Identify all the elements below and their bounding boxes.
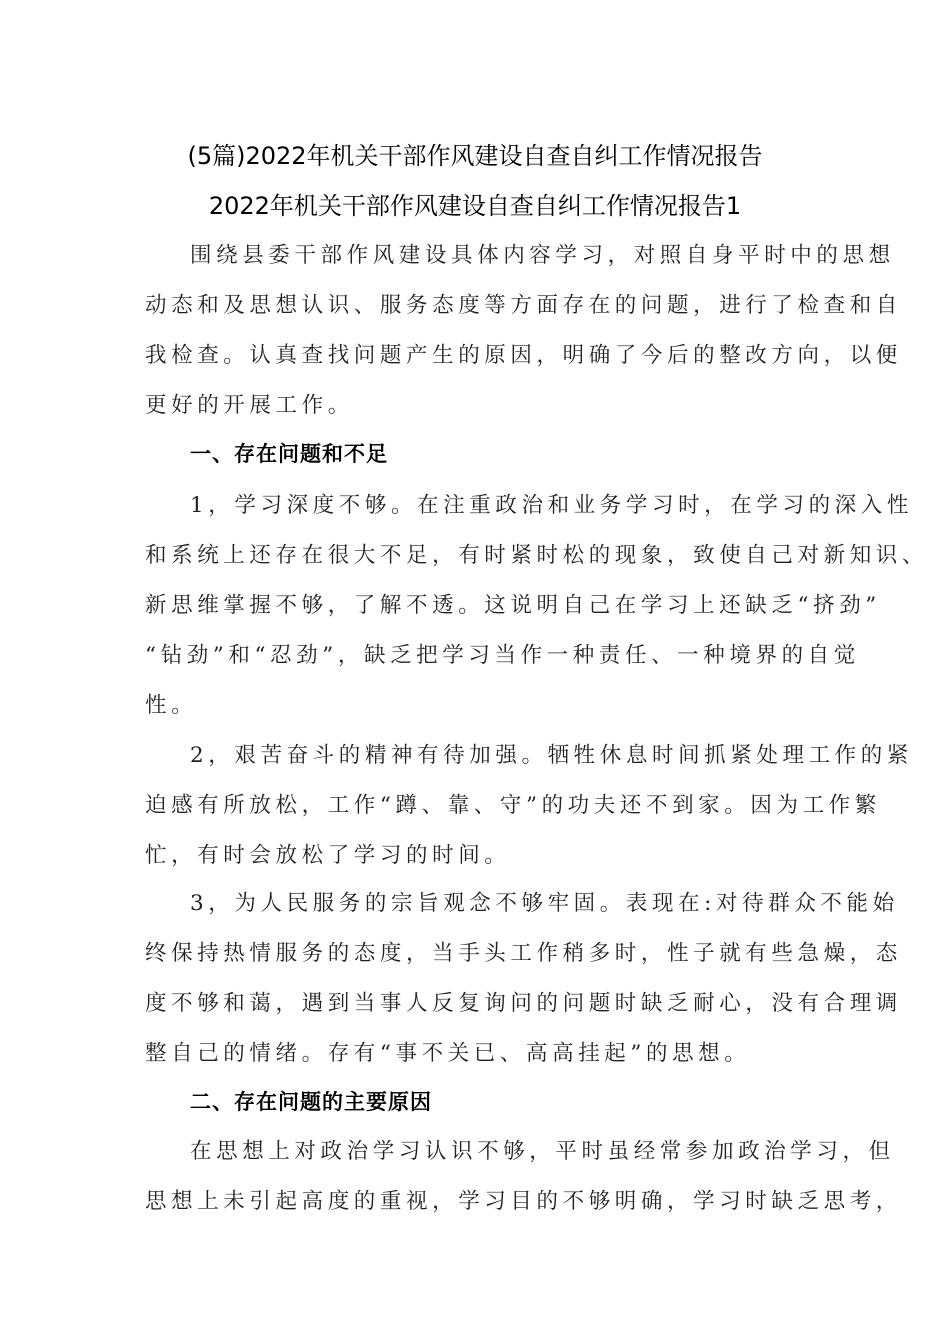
intro-line: 围绕县委干部作风建设具体内容学习，对照自身平时中的思想 — [190, 243, 895, 268]
item3-line: 度不够和蔼，遇到当事人反复询问的问题时缺乏耐心，没有合理调 — [145, 991, 902, 1016]
item2-line: 迫感有所放松，工作“蹲、靠、守”的功夫还不到家。因为工作繁 — [145, 793, 881, 818]
section2-line: 在思想上对政治学习认识不够，平时虽经常参加政治学习，但 — [190, 1139, 895, 1164]
item1-line: 和系统上还存在很大不足，有时紧时松的现象，致使自己对新知识、 — [145, 543, 929, 568]
item1-line: 1，学习深度不够。在注重政治和业务学习时，在学习的深入性 — [190, 493, 913, 518]
intro-line: 我检查。认真查找问题产生的原因，明确了今后的整改方向，以便 — [145, 343, 902, 368]
item2-line: 忙，有时会放松了学习的时间。 — [145, 843, 511, 868]
section2-line: 思想上未引起高度的重视，学习目的不够明确，学习时缺乏思考， — [145, 1189, 902, 1214]
section2-heading: 二、存在问题的主要原因 — [190, 1090, 432, 1114]
item2-line: 2，艰苦奋斗的精神有待加强。牺牲休息时间抓紧处理工作的紧 — [190, 743, 913, 768]
item1-line: 性。 — [145, 693, 198, 718]
intro-line: 动态和及思想认识、服务态度等方面存在的问题，进行了检查和自 — [145, 293, 902, 318]
intro-line: 更好的开展工作。 — [145, 393, 354, 418]
item3-line: 整自己的情绪。存有“事不关已、高高挂起”的思想。 — [145, 1041, 751, 1066]
sub-title: 2022年机关干部作风建设自查自纠工作情况报告1 — [208, 192, 742, 220]
section1-heading: 一、存在问题和不足 — [190, 442, 388, 466]
item3-line: 3，为人民服务的宗旨观念不够牢固。表现在:对待群众不能始 — [190, 891, 899, 916]
main-title: (5篇)2022年机关干部作风建设自查自纠工作情况报告 — [187, 142, 763, 170]
item1-line: “钻劲”和“忍劲”，缺乏把学习当作一种责任、一种境界的自觉 — [145, 643, 860, 668]
item3-line: 终保持热情服务的态度，当手头工作稍多时，性子就有些急燥，态 — [145, 941, 902, 966]
item1-line: 新思维掌握不够，了解不透。这说明自己在学习上还缺乏“挤劲” — [145, 593, 881, 618]
